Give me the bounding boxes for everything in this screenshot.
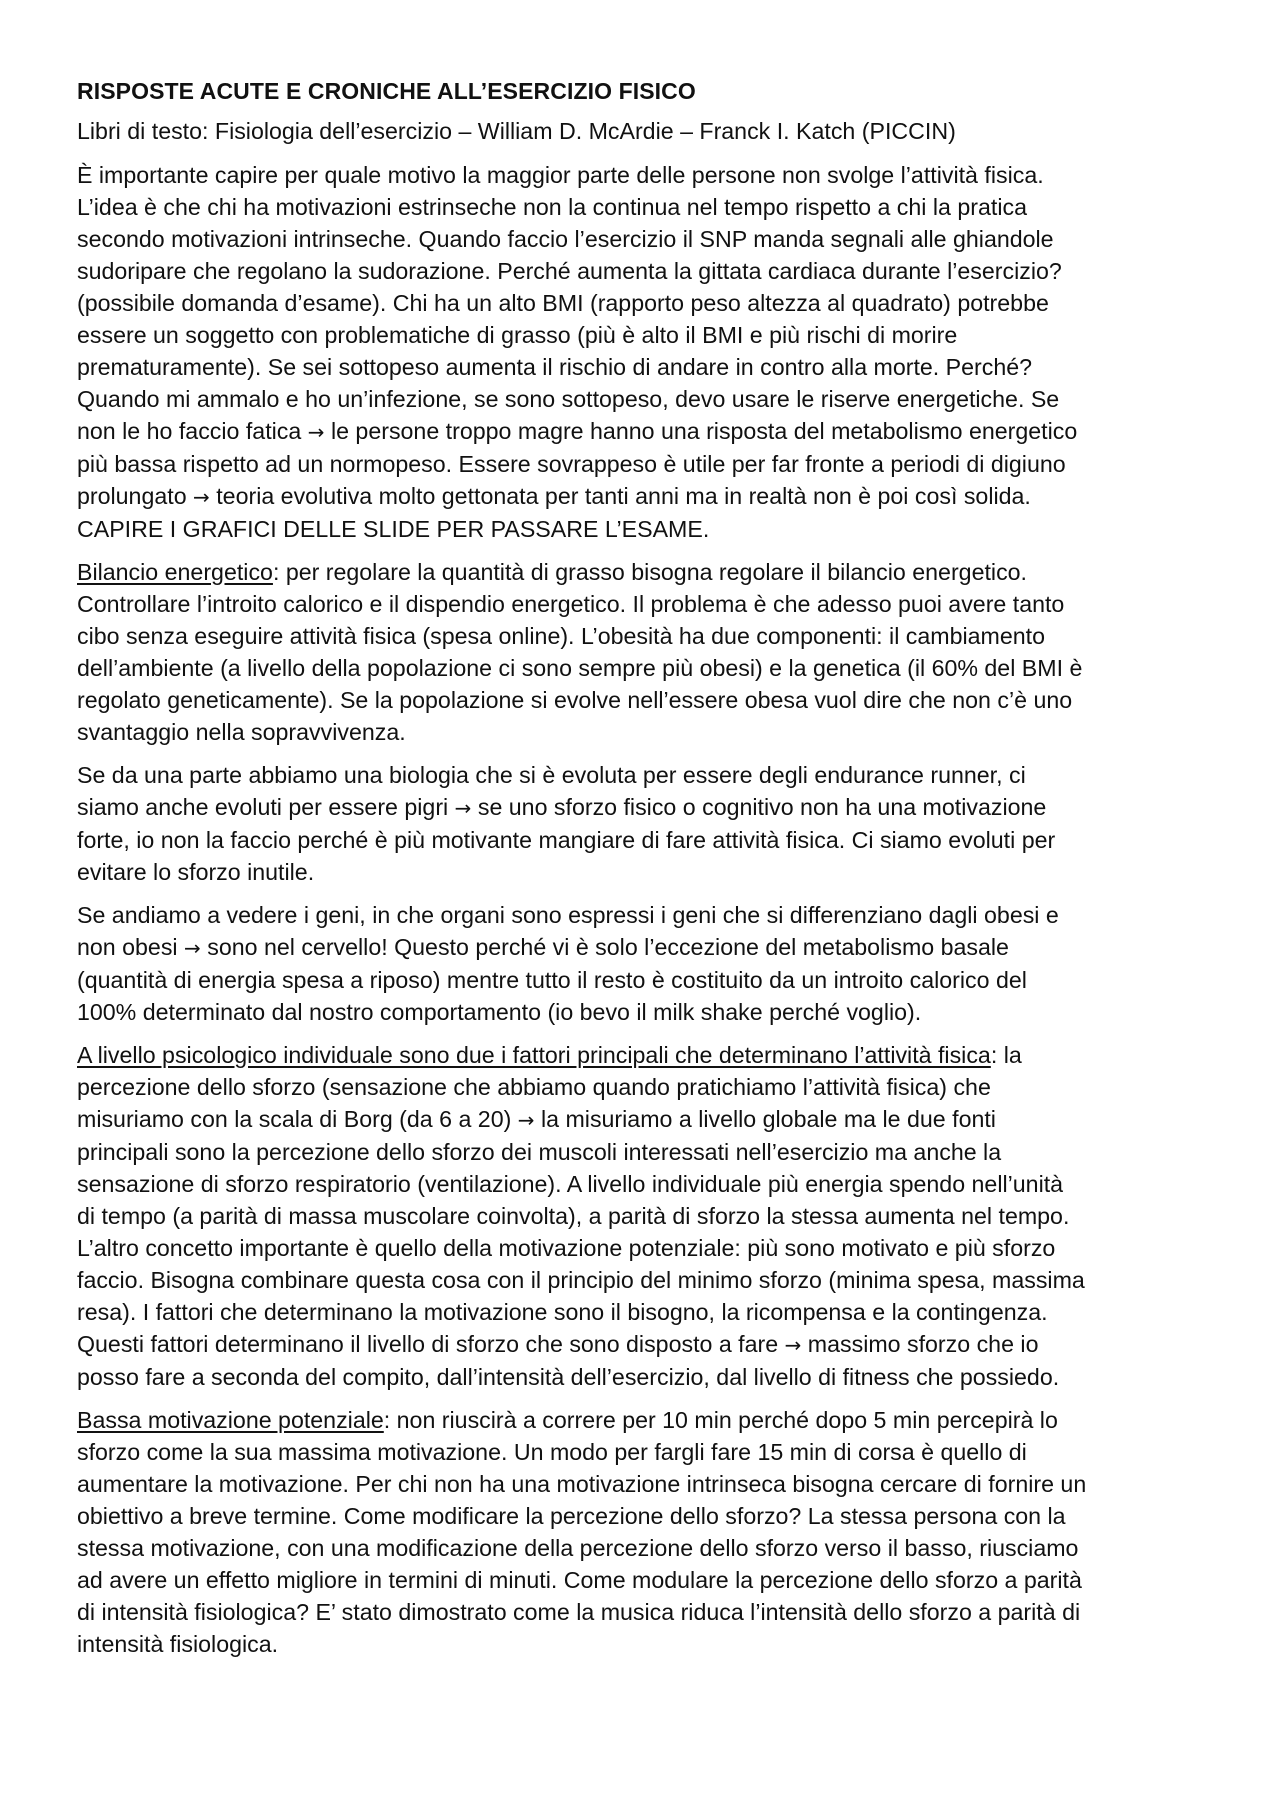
text-line: prolungato → teoria evolutiva molto gettonata per tanti anni ma in realtà non è poi così solida. — [77, 483, 1031, 509]
document-subtitle: Libri di testo: Fisiologia dell’esercizio – William D. McArdie – Franck I. Katch (PICCIN) — [77, 118, 956, 144]
text-line: di tempo (a parità di massa muscolare coinvolta), a parità di sforzo la stessa aumenta nel tempo. — [77, 1203, 1070, 1229]
text-line: Bilancio energetico: per regolare la quantità di grasso bisogna regolare il bilancio energetico. — [77, 559, 1027, 585]
text-line: forte, io non la faccio perché è più motivante mangiare di fare attività fisica. Ci siamo evoluti per — [77, 827, 1056, 853]
arrow-right-icon: → — [454, 796, 472, 820]
document-body — [77, 159, 1210, 1660]
text-line: intensità fisiologica. — [77, 1631, 279, 1657]
text-line: posso fare a seconda del compito, dall’intensità dell’esercizio, dal livello di fitness che possiedo. — [77, 1364, 1060, 1390]
underlined-heading: Bilancio energetico — [77, 559, 273, 585]
text-line: È importante capire per quale motivo la maggior parte delle persone non svolge l’attività fisica. — [77, 162, 1044, 188]
text-line: faccio. Bisogna combinare questa cosa con il principio del minimo sforzo (minima spesa, massima — [77, 1267, 1085, 1293]
text-line: (quantità di energia spesa a riposo) mentre tutto il resto è costituito da un introito calorico del — [77, 967, 1027, 993]
text-line: Bassa motivazione potenziale: non riuscirà a correre per 10 min perché dopo 5 min percepirà lo — [77, 1407, 1058, 1433]
arrow-right-icon: → — [784, 1333, 802, 1357]
underlined-heading: Bassa motivazione potenziale — [77, 1407, 384, 1433]
text-line: siamo anche evoluti per essere pigri → se uno sforzo fisico o cognitivo non ha una motivazione — [77, 794, 1047, 820]
text-line: prematuramente). Se sei sottopeso aumenta il rischio di andare in contro alla morte. Perché? — [77, 354, 1033, 380]
paragraph-biologia — [77, 759, 1210, 888]
text-line: sensazione di sforzo respiratorio (ventilazione). A livello individuale più energia spendo nell’unità — [77, 1171, 1064, 1197]
text-line: percezione dello sforzo (sensazione che abbiamo quando pratichiamo l’attività fisica) che — [77, 1074, 991, 1100]
paragraph-bassa — [77, 1404, 1210, 1660]
text-line: sudoripare che regolano la sudorazione. Perché aumenta la gittata cardiaca durante l’esercizio? — [77, 258, 1062, 284]
text-line: non obesi → sono nel cervello! Questo perché vi è solo l’eccezione del metabolismo basale — [77, 934, 1009, 960]
text-line: principali sono la percezione dello sforzo dei muscoli interessati nell’esercizio ma anche la — [77, 1139, 1002, 1165]
text-line: secondo motivazioni intrinseche. Quando faccio l’esercizio il SNP manda segnali alle ghiandole — [77, 226, 1054, 252]
text-line: non le ho faccio fatica → le persone troppo magre hanno una risposta del metabolismo energetico — [77, 418, 1078, 444]
paragraph-bilancio — [77, 556, 1210, 748]
arrow-right-icon: → — [193, 485, 210, 509]
text-line: Se andiamo a vedere i geni, in che organi sono espressi i geni che si differenziano dagli obesi e — [77, 902, 1059, 928]
text-line: dell’ambiente (a livello della popolazione ci sono sempre più obesi) e la genetica (il 60% del BMI è — [77, 655, 1083, 681]
text-line: Controllare l’introito calorico e il dispendio energetico. Il problema è che adesso puoi avere tanto — [77, 591, 1065, 617]
text-line: misuriamo con la scala di Borg (da 6 a 20) → la misuriamo a livello globale ma le due fonti — [77, 1106, 996, 1132]
text-line: aumentare la motivazione. Per chi non ha una motivazione intrinseca bisogna cercare di fornire un — [77, 1471, 1087, 1497]
paragraph-intro — [77, 159, 1210, 545]
underlined-heading: A livello psicologico individuale sono due i fattori principali che determinano l’attività fisica — [77, 1042, 991, 1068]
text-line: ad avere un effetto migliore in termini di minuti. Come modulare la percezione dello sforzo a parità — [77, 1567, 1082, 1593]
text-line: di intensità fisiologica? E’ stato dimostrato come la musica riduca l’intensità dello sforzo a parità di — [77, 1599, 1081, 1625]
text-line: evitare lo sforzo inutile. — [77, 859, 315, 885]
text-line: (possibile domanda d’esame). Chi ha un alto BMI (rapporto peso altezza al quadrato) potrebbe — [77, 290, 1049, 316]
text-line: resa). I fattori che determinano la motivazione sono il bisogno, la ricompensa e la contingenza. — [77, 1299, 1048, 1325]
arrow-right-icon: → — [184, 936, 201, 960]
paragraph-geni — [77, 899, 1210, 1028]
text-line: Quando mi ammalo e ho un’infezione, se sono sottopeso, devo usare le riserve energetiche. Se — [77, 386, 1060, 412]
text-line: regolato geneticamente). Se la popolazione si evolve nell’essere obesa vuol dire che non c’è uno — [77, 687, 1073, 713]
paragraph-psicologico — [77, 1039, 1210, 1393]
text-line: CAPIRE I GRAFICI DELLE SLIDE PER PASSARE L’ESAME. — [77, 516, 710, 542]
text-line: 100% determinato dal nostro comportamento (io bevo il milk shake perché voglio). — [77, 999, 922, 1025]
text-line: Se da una parte abbiamo una biologia che si è evoluta per essere degli endurance runner, ci — [77, 762, 1026, 788]
arrow-right-icon: → — [307, 420, 325, 444]
text-line: L’idea è che chi ha motivazioni estrinseche non la continua nel tempo rispetto a chi la pratica — [77, 194, 1027, 220]
text-line: essere un soggetto con problematiche di grasso (più è alto il BMI e più rischi di morire — [77, 322, 958, 348]
text-line: A livello psicologico individuale sono due i fattori principali che determinano l’attività fisica: la — [77, 1042, 1022, 1068]
text-line: obiettivo a breve termine. Come modificare la percezione dello sforzo? La stessa persona con la — [77, 1503, 1066, 1529]
text-line: stessa motivazione, con una modificazione della percezione dello sforzo verso il basso, riusciamo — [77, 1535, 1079, 1561]
text-line: svantaggio nella sopravvivenza. — [77, 719, 406, 745]
text-line: sforzo come la sua massima motivazione. Un modo per fargli fare 15 min di corsa è quello di — [77, 1439, 1027, 1465]
text-line: Questi fattori determinano il livello di sforzo che sono disposto a fare → massimo sforzo che io — [77, 1331, 1039, 1357]
text-line: L’altro concetto importante è quello della motivazione potenziale: più sono motivato e più sforzo — [77, 1235, 1056, 1261]
arrow-right-icon: → — [517, 1108, 535, 1132]
text-line: più bassa rispetto ad un normopeso. Essere sovrappeso è utile per far fronte a periodi di digiuno — [77, 451, 1066, 477]
document-title: RISPOSTE ACUTE E CRONICHE ALL’ESERCIZIO FISICO — [77, 78, 696, 104]
text-line: cibo senza eseguire attività fisica (spesa online). L’obesità ha due componenti: il cambiamento — [77, 623, 1045, 649]
